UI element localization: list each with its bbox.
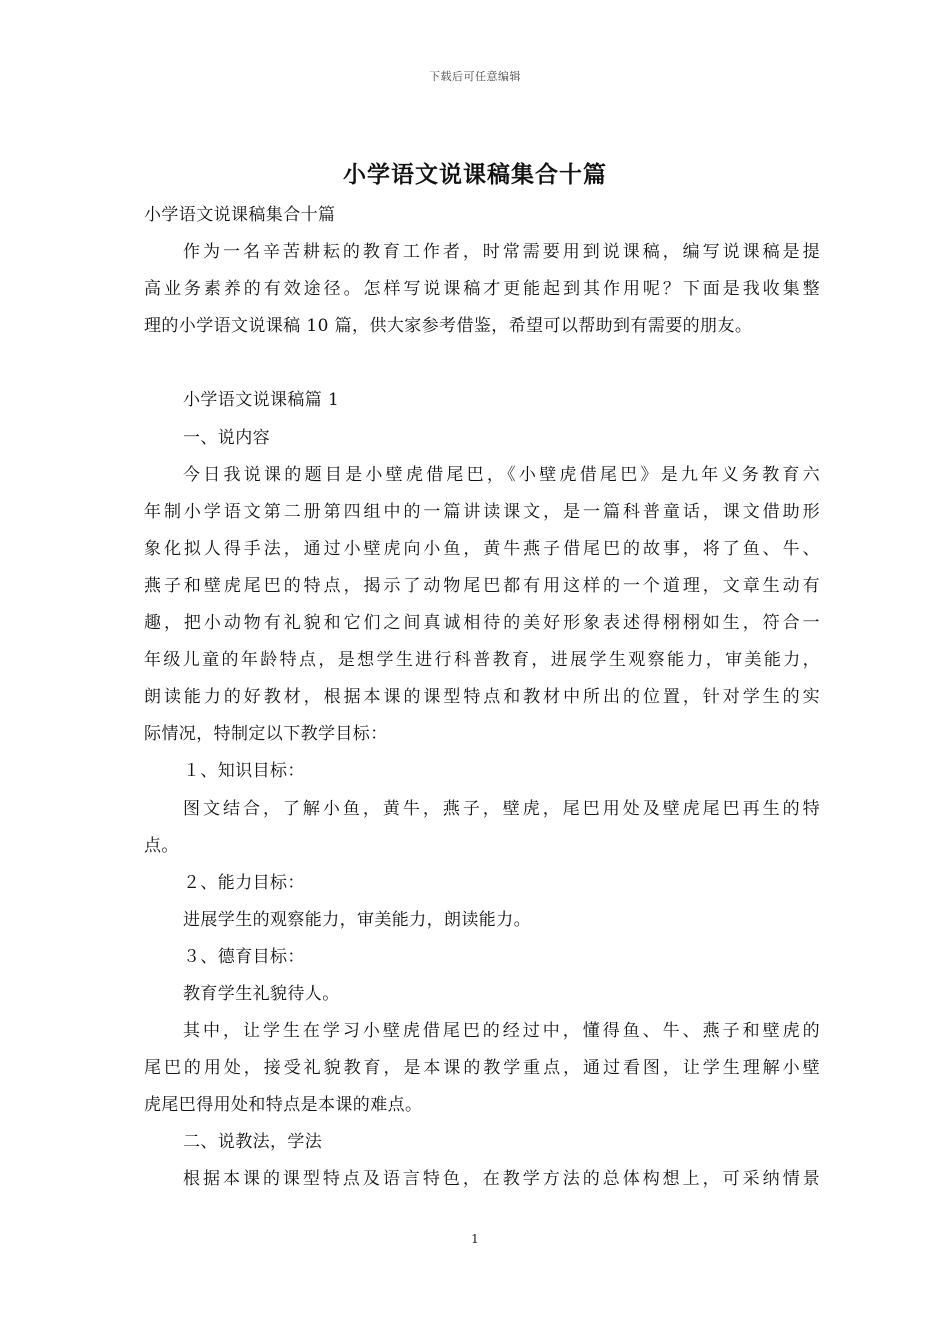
text-line: 今日我说课的题目是小壁虎借尾巴，《小壁虎借尾巴》是九年义务教育六 (183, 464, 820, 485)
page-number: 1 (471, 1232, 479, 1246)
text-line: １、知识目标： (183, 761, 305, 782)
text-line: 进展学生的观察能力，审美能力，朗读能力。 (183, 909, 531, 930)
text-line: 高业务素养的有效途径。怎样写说课稿才更能起到其作用呢？下面是我收集整 (144, 279, 820, 300)
text-line: 趣，把小动物有礼貌和它们之间真诚相待的美好形象表述得栩栩如生，符合一 (144, 613, 820, 634)
blank-line (144, 345, 820, 382)
text-line: 理的小学语文说课稿 10 篇，供大家参考借鉴，希望可以帮助到有需要的朋友。 (144, 316, 753, 337)
document-body (144, 197, 820, 1199)
text-line: ３、德育目标： (183, 946, 305, 967)
text-line: 小学语文说课稿篇 1 (183, 390, 340, 411)
document-title: 小学语文说课稿集合十篇 (343, 161, 607, 188)
text-line: 一、说内容 (183, 427, 270, 448)
text-line: 教育学生礼貌待人。 (183, 983, 340, 1004)
text-line: 虎尾巴得用处和特点是本课的难点。 (144, 1095, 423, 1116)
text-line: 图文结合，了解小鱼，黄牛，燕子，壁虎，尾巴用处及壁虎尾巴再生的特 (183, 798, 820, 819)
text-line: 点。 (144, 835, 179, 856)
text-line: 朗读能力的好教材，根据本课的课型特点和教材中所出的位置，针对学生的实 (144, 687, 820, 708)
page-header-note: 下载后可任意编辑 (429, 70, 521, 83)
text-line: 作为一名辛苦耕耘的教育工作者，时常需要用到说课稿，编写说课稿是提 (183, 242, 820, 263)
text-line: 象化拟人得手法，通过小壁虎向小鱼，黄牛燕子借尾巴的故事，将了鱼、牛、 (144, 538, 820, 559)
text-line: 小学语文说课稿集合十篇 (144, 205, 336, 225)
text-line: ２、能力目标： (183, 872, 305, 893)
text-line: 年级儿童的年龄特点，是想学生进行科普教育，进展学生观察能力，审美能力， (144, 650, 820, 671)
text-line: 燕子和壁虎尾巴的特点，揭示了动物尾巴都有用这样的一个道理，文章生动有 (144, 575, 820, 596)
text-line: 二、说教法，学法 (183, 1132, 323, 1153)
text-line: 其中，让学生在学习小壁虎借尾巴的经过中，懂得鱼、牛、燕子和壁虎的 (183, 1021, 820, 1042)
text-line: 尾巴的用处，接受礼貌教育，是本课的教学重点，通过看图，让学生理解小壁 (144, 1058, 820, 1079)
text-line: 年制小学语文第二册第四组中的一篇讲读课文，是一篇科普童话，课文借助形 (144, 501, 820, 522)
text-line: 际情况，特制定以下教学目标： (144, 724, 388, 745)
text-line: 根据本课的课型特点及语言特色，在教学方法的总体构想上，可采纳情景 (183, 1169, 820, 1190)
